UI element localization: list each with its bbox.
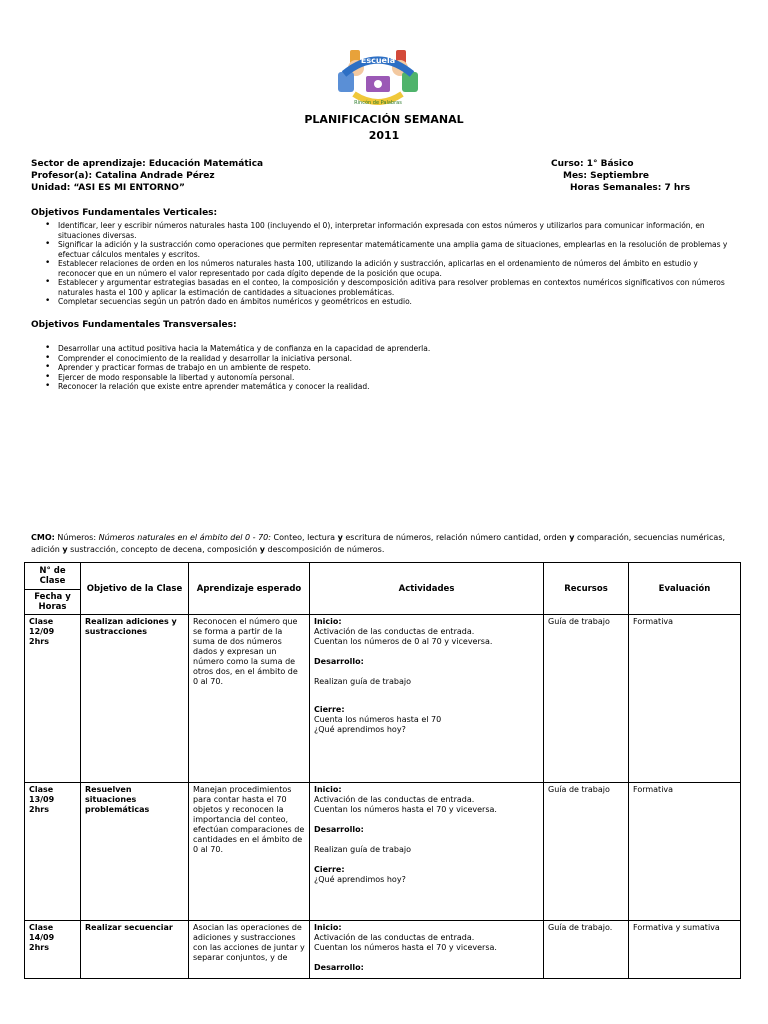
header-recursos: Recursos [544,563,629,615]
recursos-cell: Guía de trabajo [544,615,629,783]
cmo-text: comparación, secuencias numéricas, adición [31,533,726,554]
sector-label: Sector de aprendizaje: Educación Matemática [31,159,264,169]
header-fecha: Fecha y Horas [25,590,81,615]
unidad-label: Unidad: “ASI ES MI ENTORNO” [31,183,185,193]
clase-cell [25,921,81,979]
objetivo-cell: Resuelven situaciones problemáticas [81,783,189,921]
clase-horas: 2hrs [29,637,49,646]
recursos-cell: Guía de trabajo. [544,921,629,979]
activity-line: ¿Qué aprendimos hoy? [314,725,406,734]
cmo-text: y [569,533,575,542]
spacer [314,953,539,963]
list-item: • Completar secuencias según un patrón dado en ámbitos numéricos y geométricos en estudio. [45,297,737,307]
clase-label: Clase [29,923,54,932]
list-item: • Identificar, leer y escribir números naturales hasta 100 (incluyendo el 0), interpretar información expresada con estos números y utilizarlos para comunicar información, en situaciones diversas. [45,221,737,240]
activity-line: Activación de las conductas de entrada. [314,933,475,942]
clase-cell [25,615,81,783]
list-item: • Ejercer de modo responsable la libertad y autonomía personal. [45,373,737,383]
cmo-text: y [62,545,68,554]
actividades-cell [310,783,544,921]
actividades-cell [310,615,544,783]
profesor-label: Profesor(a): Catalina Andrade Pérez [31,171,215,181]
cmo-paragraph [31,532,731,556]
clase-horas: 2hrs [29,943,49,952]
page-year: 2011 [368,129,400,142]
logo-text-bottom: Rincón de Palabras [354,100,402,106]
list-item: • Aprender y practicar formas de trabajo en un ambiente de respeto. [45,363,737,373]
planning-table [24,562,741,979]
clase-cell [25,783,81,921]
activity-line: Realizan guía de trabajo [314,845,411,854]
objetivo-cell: Realizar secuenciar [81,921,189,979]
table-row [25,783,741,921]
cmo-text: sustracción, concepto de decena, composición [67,545,260,554]
cmo-text: y [337,533,343,542]
list-item: • Reconocer la relación que existe entre aprender matemática y conocer la realidad. [45,382,737,392]
clase-label: Clase [29,785,54,794]
activity-line: Realizan guía de trabajo [314,677,411,686]
horas-label: Horas Semanales: 7 hrs [570,183,691,193]
header-actividades: Actividades [310,563,544,615]
spacer [314,855,539,865]
activity-line: Activación de las conductas de entrada. [314,795,475,804]
school-logo [330,46,426,110]
activity-line: ¿Qué aprendimos hoy? [314,875,406,884]
activity-line: Cuentan los números hasta el 70 y viceversa. [314,943,497,952]
cmo-text: y [259,545,265,554]
evaluacion-cell: Formativa [629,615,741,783]
curso-label: Curso: 1° Básico [551,159,634,169]
clase-fecha: 12/09 [29,627,55,636]
inicio-label: Inicio: [314,923,342,932]
spacer [314,687,539,705]
spacer [314,667,539,677]
cierre-label: Cierre: [314,705,345,714]
actividades-cell [310,921,544,979]
aprendizaje-cell: Manejan procedimientos para contar hasta el 70 objetos y reconocen la importancia del conteo, efectúan comparaciones de cantidades en el ámbito de 0 al 70. [189,783,310,921]
spacer [314,835,539,845]
clase-fecha: 13/09 [29,795,55,804]
header-evaluacion: Evaluación [629,563,741,615]
activity-line: Activación de las conductas de entrada. [314,627,475,636]
logo-text-top: Escuela [360,56,396,65]
activity-line: Cuentan los números hasta el 70 y viceversa. [314,805,497,814]
list-item: • Significar la adición y la sustracción como operaciones que permiten representar matemáticamente una amplia gama de situaciones, emplearlas en la resolución de problemas y efectuar cálculos mentales y escritos. [45,240,737,259]
table-header-row [25,563,741,590]
spacer [314,815,539,825]
header-aprendizaje: Aprendizaje esperado [189,563,310,615]
list-item: • Establecer relaciones de orden en los números naturales hasta 100, utilizando la adición y sustracción, aplicarlas en el ordenamiento de números del ámbito en estudio y reconocer que en un número el valor representado por cada dígito depende de la posición que ocupa. [45,259,737,278]
ofv-list [45,221,737,307]
header-nclase: N° de Clase [25,563,81,590]
clase-fecha: 14/09 [29,933,55,942]
table-row [25,921,741,979]
cmo-label: CMO: [31,533,55,542]
spacer [314,647,539,657]
list-item: • Comprender el conocimiento de la realidad y desarrollar la iniciativa personal. [45,354,737,364]
evaluacion-cell: Formativa [629,783,741,921]
cmo-text: descomposición de números. [264,545,385,554]
table-row [25,615,741,783]
aprendizaje-cell: Asocian las operaciones de adiciones y sustracciones con las acciones de juntar y separar conjuntos, y de [189,921,310,979]
desarrollo-label: Desarrollo: [314,963,364,972]
recursos-cell: Guía de trabajo [544,783,629,921]
header-objetivo: Objetivo de la Clase [81,563,189,615]
cierre-label: Cierre: [314,865,345,874]
clase-horas: 2hrs [29,805,49,814]
inicio-label: Inicio: [314,617,342,626]
evaluacion-cell: Formativa y sumativa [629,921,741,979]
inicio-label: Inicio: [314,785,342,794]
activity-line: Cuenta los números hasta el 70 [314,715,442,724]
list-item: • Establecer y argumentar estrategias basadas en el conteo, la composición y descomposición aditiva para resolver problemas en contextos numéricos significativos con números naturales hasta el 100 y aplicar la estimación de cantidades a situaciones problemáticas. [45,278,737,297]
list-item: • Desarrollar una actitud positiva hacia la Matemática y de confianza en la capacidad de aprenderla. [45,344,737,354]
desarrollo-label: Desarrollo: [314,657,364,666]
cmo-text: Números naturales en el ámbito del 0 - 70: [98,533,271,542]
cmo-text: escritura de números, relación número cantidad, orden [342,533,570,542]
page-title: PLANIFICACIÓN SEMANAL [304,113,464,126]
cmo-text: Conteo, lectura [270,533,338,542]
desarrollo-label: Desarrollo: [314,825,364,834]
activity-line: Cuentan los números de 0 al 70 y viceversa. [314,637,493,646]
oft-list [45,344,737,392]
oft-title: Objetivos Fundamentales Transversales: [31,320,237,330]
clase-label: Clase [29,617,54,626]
aprendizaje-cell: Reconocen el número que se forma a partir de la suma de dos números dados y expresan un número como la suma de otros dos, en el ámbito de 0 al 70. [189,615,310,783]
objetivo-cell: Realizan adiciones y sustracciones [81,615,189,783]
cmo-text: Números: [54,533,99,542]
ofv-title: Objetivos Fundamentales Verticales: [31,208,218,218]
mes-label: Mes: Septiembre [563,171,650,181]
